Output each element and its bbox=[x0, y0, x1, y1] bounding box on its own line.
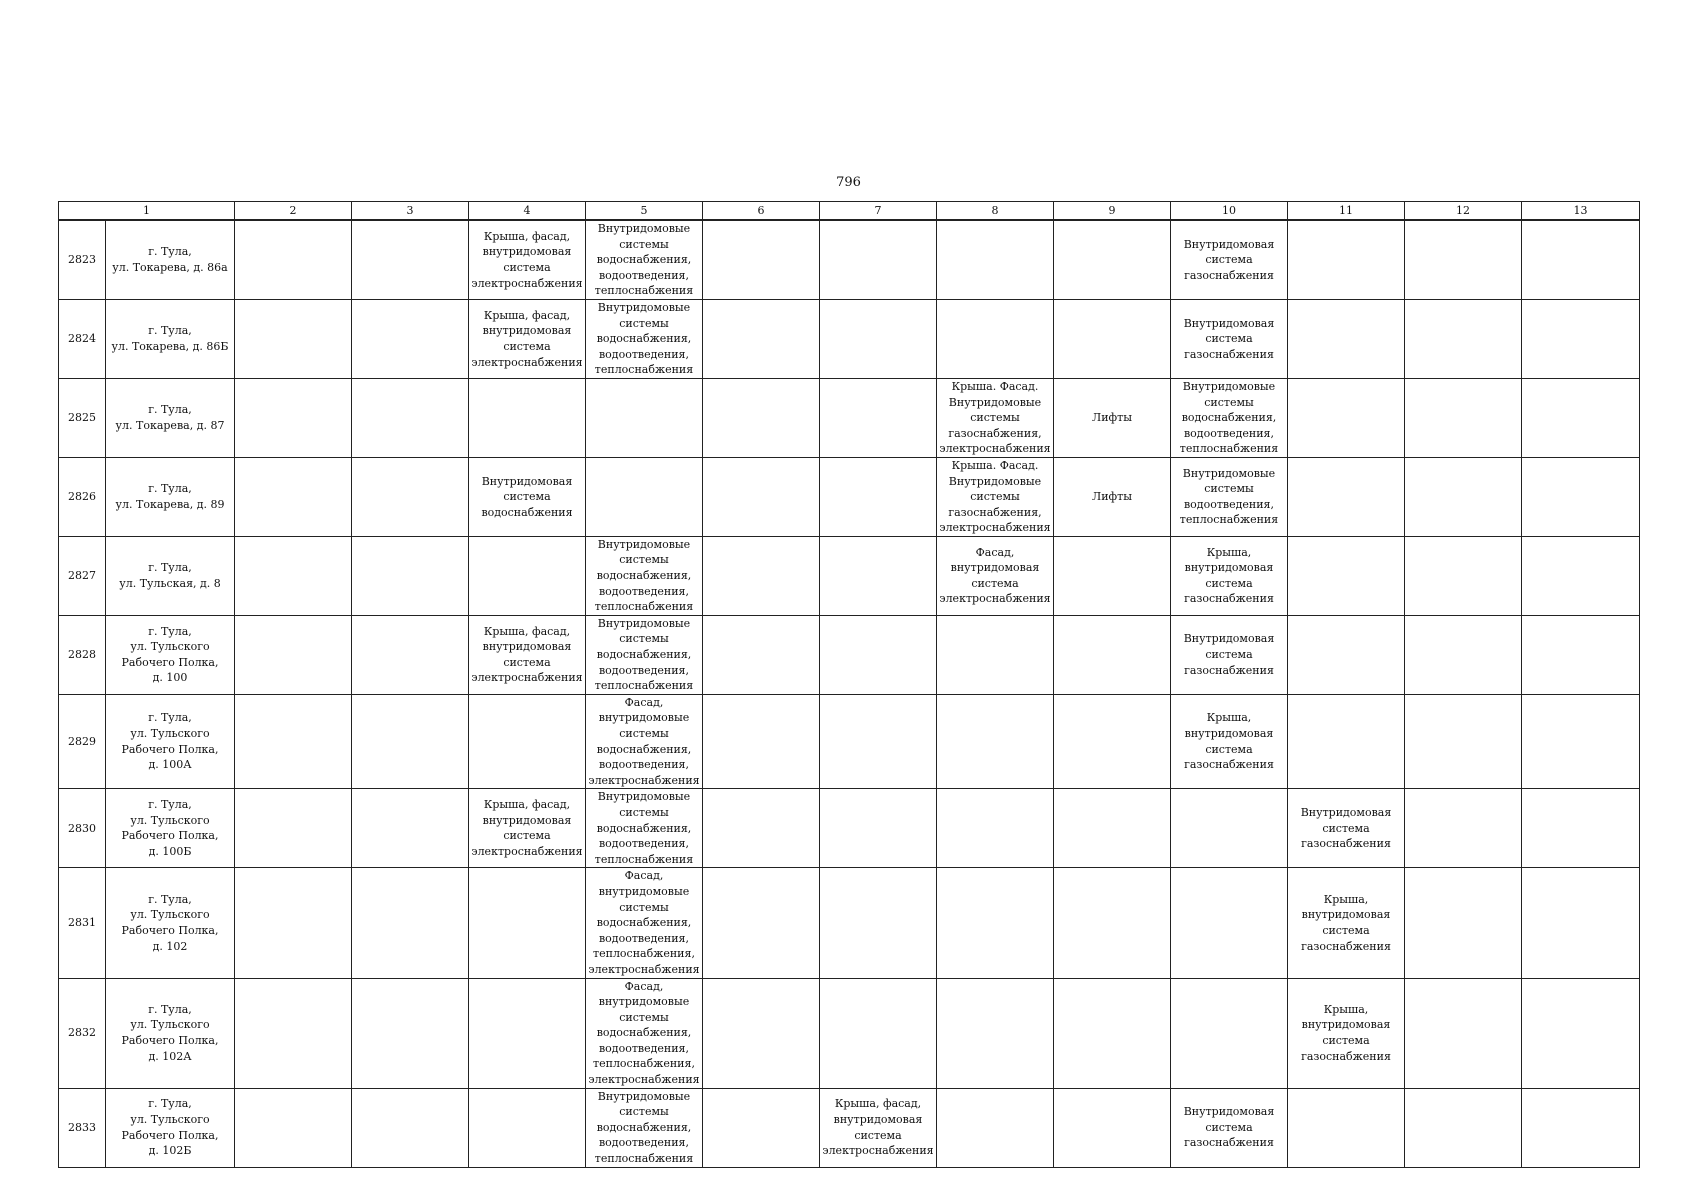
work-cell-col-8 bbox=[937, 299, 1054, 378]
work-cell-col-5: Внутридомовые системы водоснабжения, водоотведения, теплоснабжения bbox=[586, 536, 703, 615]
address-cell: г. Тула, ул. Тульского Рабочего Полка, д. 102 bbox=[106, 868, 235, 978]
address-cell: г. Тула, ул. Тульского Рабочего Полка, д. 100 bbox=[106, 615, 235, 694]
address-cell: г. Тула, ул. Токарева, д. 86Б bbox=[106, 299, 235, 378]
work-cell-col-11 bbox=[1288, 220, 1405, 299]
work-cell-col-6 bbox=[703, 1088, 820, 1167]
work-cell-col-3 bbox=[352, 694, 469, 789]
work-cell-col-7: Крыша, фасад, внутридомовая система электроснабжения bbox=[820, 1088, 937, 1167]
row-number: 2830 bbox=[59, 789, 106, 868]
work-cell-col-12 bbox=[1405, 694, 1522, 789]
table-row bbox=[59, 615, 1640, 694]
work-cell-col-6 bbox=[703, 978, 820, 1088]
work-cell-col-11: Крыша, внутридомовая система газоснабжения bbox=[1288, 978, 1405, 1088]
work-cell-col-6 bbox=[703, 789, 820, 868]
work-cell-col-4: Крыша, фасад, внутридомовая система электроснабжения bbox=[469, 220, 586, 299]
work-cell-col-5: Фасад, внутридомовые системы водоснабжения, водоотведения, теплоснабжения, электроснабжения bbox=[586, 868, 703, 978]
work-cell-col-13 bbox=[1522, 868, 1640, 978]
address-cell: г. Тула, ул. Токарева, д. 87 bbox=[106, 378, 235, 457]
work-cell-col-9 bbox=[1054, 694, 1171, 789]
column-header-10: 10 bbox=[1171, 202, 1288, 221]
work-cell-col-11 bbox=[1288, 299, 1405, 378]
work-cell-col-4 bbox=[469, 978, 586, 1088]
work-cell-col-13 bbox=[1522, 789, 1640, 868]
work-cell-col-7 bbox=[820, 299, 937, 378]
work-cell-col-13 bbox=[1522, 978, 1640, 1088]
work-cell-col-12 bbox=[1405, 536, 1522, 615]
work-cell-col-7 bbox=[820, 868, 937, 978]
column-header-9: 9 bbox=[1054, 202, 1171, 221]
work-cell-col-9 bbox=[1054, 978, 1171, 1088]
work-cell-col-2 bbox=[235, 536, 352, 615]
work-cell-col-10: Внутридомовая система газоснабжения bbox=[1171, 1088, 1288, 1167]
page-number: 796 bbox=[836, 175, 861, 190]
work-cell-col-4 bbox=[469, 1088, 586, 1167]
work-cell-col-8 bbox=[937, 1088, 1054, 1167]
table-row bbox=[59, 1088, 1640, 1167]
work-cell-col-5: Внутридомовые системы водоснабжения, водоотведения, теплоснабжения bbox=[586, 615, 703, 694]
work-cell-col-2 bbox=[235, 378, 352, 457]
work-cell-col-7 bbox=[820, 978, 937, 1088]
work-cell-col-9: Лифты bbox=[1054, 378, 1171, 457]
work-cell-col-13 bbox=[1522, 220, 1640, 299]
work-cell-col-3 bbox=[352, 378, 469, 457]
work-cell-col-12 bbox=[1405, 868, 1522, 978]
work-cell-col-8 bbox=[937, 868, 1054, 978]
work-cell-col-9 bbox=[1054, 868, 1171, 978]
address-cell: г. Тула, ул. Тульского Рабочего Полка, д. 100Б bbox=[106, 789, 235, 868]
table-row bbox=[59, 220, 1640, 299]
column-header-2: 2 bbox=[235, 202, 352, 221]
row-number: 2826 bbox=[59, 457, 106, 536]
work-cell-col-6 bbox=[703, 536, 820, 615]
work-cell-col-8 bbox=[937, 220, 1054, 299]
work-cell-col-2 bbox=[235, 789, 352, 868]
work-cell-col-10: Внутридомовая система газоснабжения bbox=[1171, 220, 1288, 299]
work-cell-col-4: Крыша, фасад, внутридомовая система электроснабжения bbox=[469, 615, 586, 694]
work-cell-col-13 bbox=[1522, 299, 1640, 378]
work-cell-col-11 bbox=[1288, 457, 1405, 536]
row-number: 2827 bbox=[59, 536, 106, 615]
work-cell-col-11: Крыша, внутридомовая система газоснабжения bbox=[1288, 868, 1405, 978]
row-number: 2824 bbox=[59, 299, 106, 378]
work-cell-col-7 bbox=[820, 694, 937, 789]
address-cell: г. Тула, ул. Тульского Рабочего Полка, д. 100А bbox=[106, 694, 235, 789]
work-cell-col-9 bbox=[1054, 1088, 1171, 1167]
work-cell-col-7 bbox=[820, 220, 937, 299]
work-cell-col-7 bbox=[820, 789, 937, 868]
table-row bbox=[59, 789, 1640, 868]
address-cell: г. Тула, ул. Тульского Рабочего Полка, д. 102А bbox=[106, 978, 235, 1088]
work-cell-col-5: Внутридомовые системы водоснабжения, водоотведения, теплоснабжения bbox=[586, 220, 703, 299]
column-header-4: 4 bbox=[469, 202, 586, 221]
work-cell-col-11 bbox=[1288, 1088, 1405, 1167]
work-cell-col-13 bbox=[1522, 615, 1640, 694]
work-cell-col-9 bbox=[1054, 789, 1171, 868]
table-row bbox=[59, 978, 1640, 1088]
work-cell-col-10 bbox=[1171, 868, 1288, 978]
work-cell-col-10 bbox=[1171, 789, 1288, 868]
work-cell-col-5: Внутридомовые системы водоснабжения, водоотведения, теплоснабжения bbox=[586, 1088, 703, 1167]
work-cell-col-12 bbox=[1405, 615, 1522, 694]
work-cell-col-3 bbox=[352, 457, 469, 536]
work-cell-col-2 bbox=[235, 1088, 352, 1167]
table-row bbox=[59, 694, 1640, 789]
table-header bbox=[59, 202, 1640, 221]
column-header-7: 7 bbox=[820, 202, 937, 221]
column-header-3: 3 bbox=[352, 202, 469, 221]
column-header-8: 8 bbox=[937, 202, 1054, 221]
work-cell-col-6 bbox=[703, 378, 820, 457]
work-cell-col-3 bbox=[352, 1088, 469, 1167]
work-cell-col-9 bbox=[1054, 220, 1171, 299]
work-cell-col-4 bbox=[469, 536, 586, 615]
work-cell-col-3 bbox=[352, 789, 469, 868]
table-row bbox=[59, 457, 1640, 536]
row-number: 2832 bbox=[59, 978, 106, 1088]
work-cell-col-2 bbox=[235, 978, 352, 1088]
work-cell-col-3 bbox=[352, 536, 469, 615]
work-cell-col-12 bbox=[1405, 299, 1522, 378]
work-cell-col-4: Крыша, фасад, внутридомовая система электроснабжения bbox=[469, 299, 586, 378]
work-cell-col-7 bbox=[820, 615, 937, 694]
work-cell-col-4 bbox=[469, 868, 586, 978]
work-cell-col-10: Внутридомовая система газоснабжения bbox=[1171, 299, 1288, 378]
column-header-12: 12 bbox=[1405, 202, 1522, 221]
column-header-1: 1 bbox=[59, 202, 235, 221]
work-cell-col-8 bbox=[937, 615, 1054, 694]
work-cell-col-11 bbox=[1288, 615, 1405, 694]
table-row bbox=[59, 378, 1640, 457]
work-cell-col-4 bbox=[469, 694, 586, 789]
work-cell-col-2 bbox=[235, 299, 352, 378]
work-cell-col-10: Внутридомовая система газоснабжения bbox=[1171, 615, 1288, 694]
work-cell-col-7 bbox=[820, 378, 937, 457]
work-cell-col-3 bbox=[352, 299, 469, 378]
repair-schedule-table bbox=[58, 201, 1640, 1168]
table-row bbox=[59, 868, 1640, 978]
column-header-13: 13 bbox=[1522, 202, 1640, 221]
work-cell-col-9 bbox=[1054, 536, 1171, 615]
work-cell-col-12 bbox=[1405, 978, 1522, 1088]
work-cell-col-13 bbox=[1522, 536, 1640, 615]
work-cell-col-10: Внутридомовые системы водоотведения, теплоснабжения bbox=[1171, 457, 1288, 536]
work-cell-col-2 bbox=[235, 615, 352, 694]
row-number: 2825 bbox=[59, 378, 106, 457]
work-cell-col-11: Внутридомовая система газоснабжения bbox=[1288, 789, 1405, 868]
work-cell-col-5 bbox=[586, 378, 703, 457]
work-cell-col-10 bbox=[1171, 978, 1288, 1088]
work-cell-col-8 bbox=[937, 694, 1054, 789]
header-row bbox=[59, 202, 1640, 221]
work-cell-col-12 bbox=[1405, 378, 1522, 457]
work-cell-col-9 bbox=[1054, 615, 1171, 694]
row-number: 2833 bbox=[59, 1088, 106, 1167]
work-cell-col-8 bbox=[937, 789, 1054, 868]
work-cell-col-2 bbox=[235, 694, 352, 789]
address-cell: г. Тула, ул. Тульская, д. 8 bbox=[106, 536, 235, 615]
work-cell-col-3 bbox=[352, 220, 469, 299]
work-cell-col-2 bbox=[235, 220, 352, 299]
work-cell-col-12 bbox=[1405, 457, 1522, 536]
work-cell-col-12 bbox=[1405, 1088, 1522, 1167]
address-cell: г. Тула, ул. Токарева, д. 89 bbox=[106, 457, 235, 536]
column-header-11: 11 bbox=[1288, 202, 1405, 221]
work-cell-col-9 bbox=[1054, 299, 1171, 378]
work-cell-col-10: Крыша, внутридомовая система газоснабжения bbox=[1171, 536, 1288, 615]
work-cell-col-9: Лифты bbox=[1054, 457, 1171, 536]
work-cell-col-5: Внутридомовые системы водоснабжения, водоотведения, теплоснабжения bbox=[586, 299, 703, 378]
table-row bbox=[59, 299, 1640, 378]
work-cell-col-11 bbox=[1288, 536, 1405, 615]
work-cell-col-12 bbox=[1405, 789, 1522, 868]
work-cell-col-4: Внутридомовая система водоснабжения bbox=[469, 457, 586, 536]
work-cell-col-5: Фасад, внутридомовые системы водоснабжения, водоотведения, электроснабжения bbox=[586, 694, 703, 789]
work-cell-col-2 bbox=[235, 868, 352, 978]
row-number: 2831 bbox=[59, 868, 106, 978]
work-cell-col-12 bbox=[1405, 220, 1522, 299]
work-cell-col-13 bbox=[1522, 1088, 1640, 1167]
work-cell-col-8 bbox=[937, 978, 1054, 1088]
work-cell-col-10: Внутридомовые системы водоснабжения, водоотведения, теплоснабжения bbox=[1171, 378, 1288, 457]
work-cell-col-13 bbox=[1522, 457, 1640, 536]
work-cell-col-13 bbox=[1522, 694, 1640, 789]
work-cell-col-8: Фасад, внутридомовая система электроснабжения bbox=[937, 536, 1054, 615]
column-header-6: 6 bbox=[703, 202, 820, 221]
work-cell-col-3 bbox=[352, 978, 469, 1088]
table-row bbox=[59, 536, 1640, 615]
work-cell-col-3 bbox=[352, 615, 469, 694]
work-cell-col-11 bbox=[1288, 378, 1405, 457]
row-number: 2829 bbox=[59, 694, 106, 789]
work-cell-col-4 bbox=[469, 378, 586, 457]
work-cell-col-5: Фасад, внутридомовые системы водоснабжения, водоотведения, теплоснабжения, электроснабжения bbox=[586, 978, 703, 1088]
work-cell-col-6 bbox=[703, 457, 820, 536]
work-cell-col-6 bbox=[703, 615, 820, 694]
work-cell-col-8: Крыша. Фасад. Внутридомовые системы газоснабжения, электроснабжения bbox=[937, 378, 1054, 457]
work-cell-col-6 bbox=[703, 220, 820, 299]
work-cell-col-4: Крыша, фасад, внутридомовая система электроснабжения bbox=[469, 789, 586, 868]
row-number: 2823 bbox=[59, 220, 106, 299]
work-cell-col-7 bbox=[820, 536, 937, 615]
work-cell-col-11 bbox=[1288, 694, 1405, 789]
row-number: 2828 bbox=[59, 615, 106, 694]
table-body bbox=[59, 220, 1640, 1167]
column-header-5: 5 bbox=[586, 202, 703, 221]
work-cell-col-6 bbox=[703, 868, 820, 978]
work-cell-col-2 bbox=[235, 457, 352, 536]
work-cell-col-7 bbox=[820, 457, 937, 536]
work-cell-col-5: Внутридомовые системы водоснабжения, водоотведения, теплоснабжения bbox=[586, 789, 703, 868]
work-cell-col-10: Крыша, внутридомовая система газоснабжения bbox=[1171, 694, 1288, 789]
address-cell: г. Тула, ул. Токарева, д. 86а bbox=[106, 220, 235, 299]
work-cell-col-6 bbox=[703, 694, 820, 789]
work-cell-col-6 bbox=[703, 299, 820, 378]
work-cell-col-5 bbox=[586, 457, 703, 536]
address-cell: г. Тула, ул. Тульского Рабочего Полка, д. 102Б bbox=[106, 1088, 235, 1167]
work-cell-col-3 bbox=[352, 868, 469, 978]
work-cell-col-8: Крыша. Фасад. Внутридомовые системы газоснабжения, электроснабжения bbox=[937, 457, 1054, 536]
work-cell-col-13 bbox=[1522, 378, 1640, 457]
